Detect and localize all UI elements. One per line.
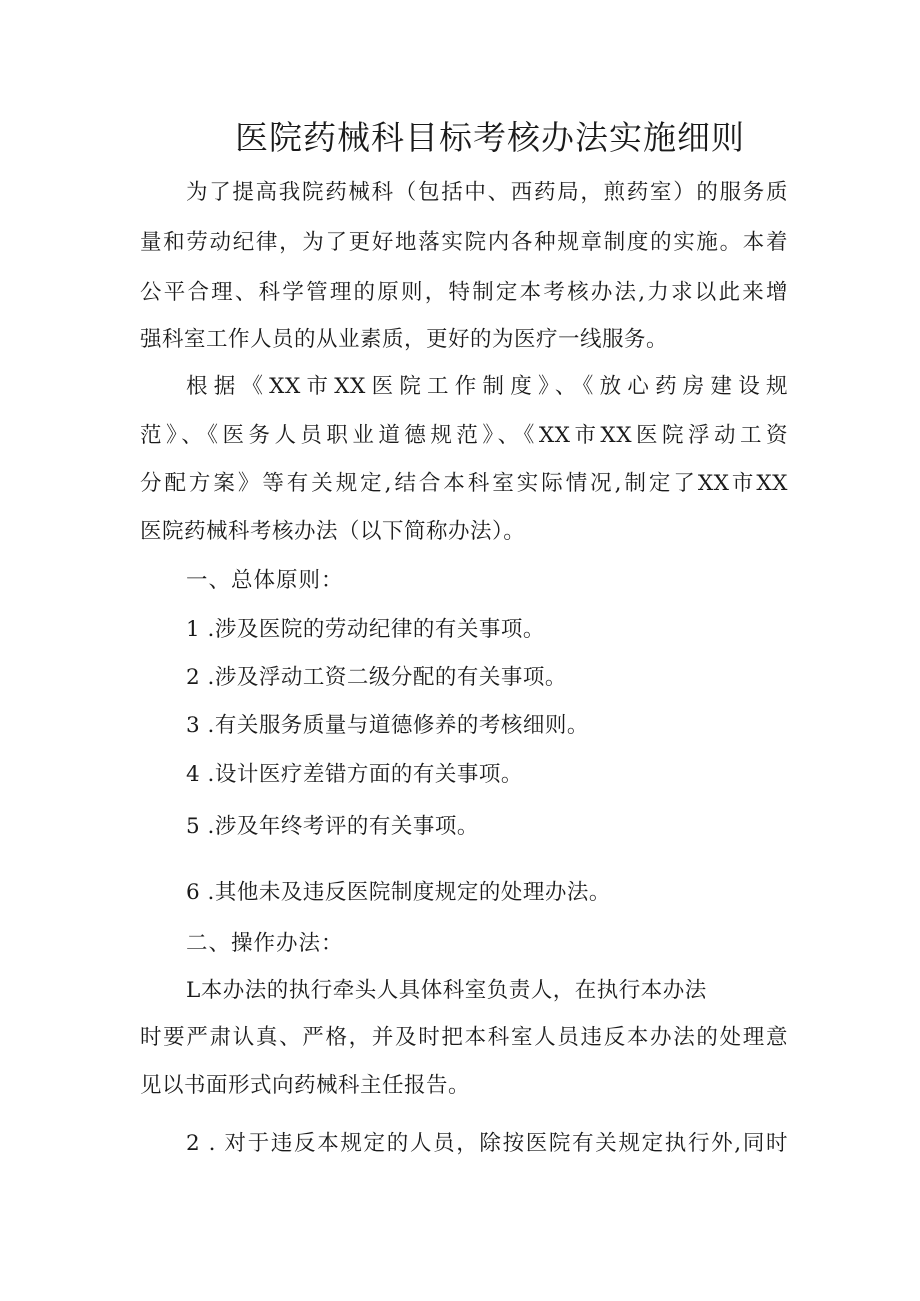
list-item: 4 .设计医疗差错方面的有关事项。 (186, 762, 523, 787)
page-title: 医院药械科目标考核办法实施细则 (235, 118, 745, 157)
paragraph-line: 范》、《医务人员职业道德规范》、《XX市XX医院浮动工资 (140, 423, 788, 448)
paragraph-line: 强科室工作人员的从业素质，更好的为医疗一线服务。 (140, 327, 669, 352)
section-heading: 一、总体原则： (186, 568, 344, 593)
paragraph-line: 分配方案》等有关规定,结合本科室实际情况,制定了XX市XX (140, 471, 788, 496)
list-item: 2 .涉及浮动工资二级分配的有关事项。 (186, 665, 567, 690)
paragraph-line: 根据《XX市XX医院工作制度》、《放心药房建设规 (186, 374, 788, 399)
paragraph-line: 时要严肃认真、严格，并及时把本科室人员违反本办法的处理意 (140, 1025, 788, 1050)
paragraph-line: 为了提高我院药械科（包括中、西药局，煎药室）的服务质 (186, 180, 788, 205)
paragraph-line: 医院药械科考核办法（以下简称办法）。 (140, 519, 526, 544)
list-item: 1 .涉及医院的劳动纪律的有关事项。 (186, 617, 545, 642)
list-item: 3 .有关服务质量与道德修养的考核细则。 (186, 713, 589, 738)
paragraph-line: 公平合理、科学管理的原则，特制定本考核办法,力求以此来增 (140, 280, 788, 305)
paragraph-line: 见以书面形式向药械科主任报告。 (140, 1073, 471, 1098)
list-item: 5 .涉及年终考评的有关事项。 (186, 814, 479, 839)
paragraph-line: 量和劳动纪律，为了更好地落实院内各种规章制度的实施。本着 (140, 230, 788, 255)
paragraph-line: 2 . 对于违反本规定的人员，除按医院有关规定执行外,同时 (186, 1131, 788, 1156)
section-heading: 二、操作办法： (186, 931, 344, 956)
paragraph-line: L本办法的执行牵头人具体科室负责人，在执行本办法 (186, 978, 707, 1003)
list-item: 6 .其他未及违反医院制度规定的处理办法。 (186, 880, 611, 905)
